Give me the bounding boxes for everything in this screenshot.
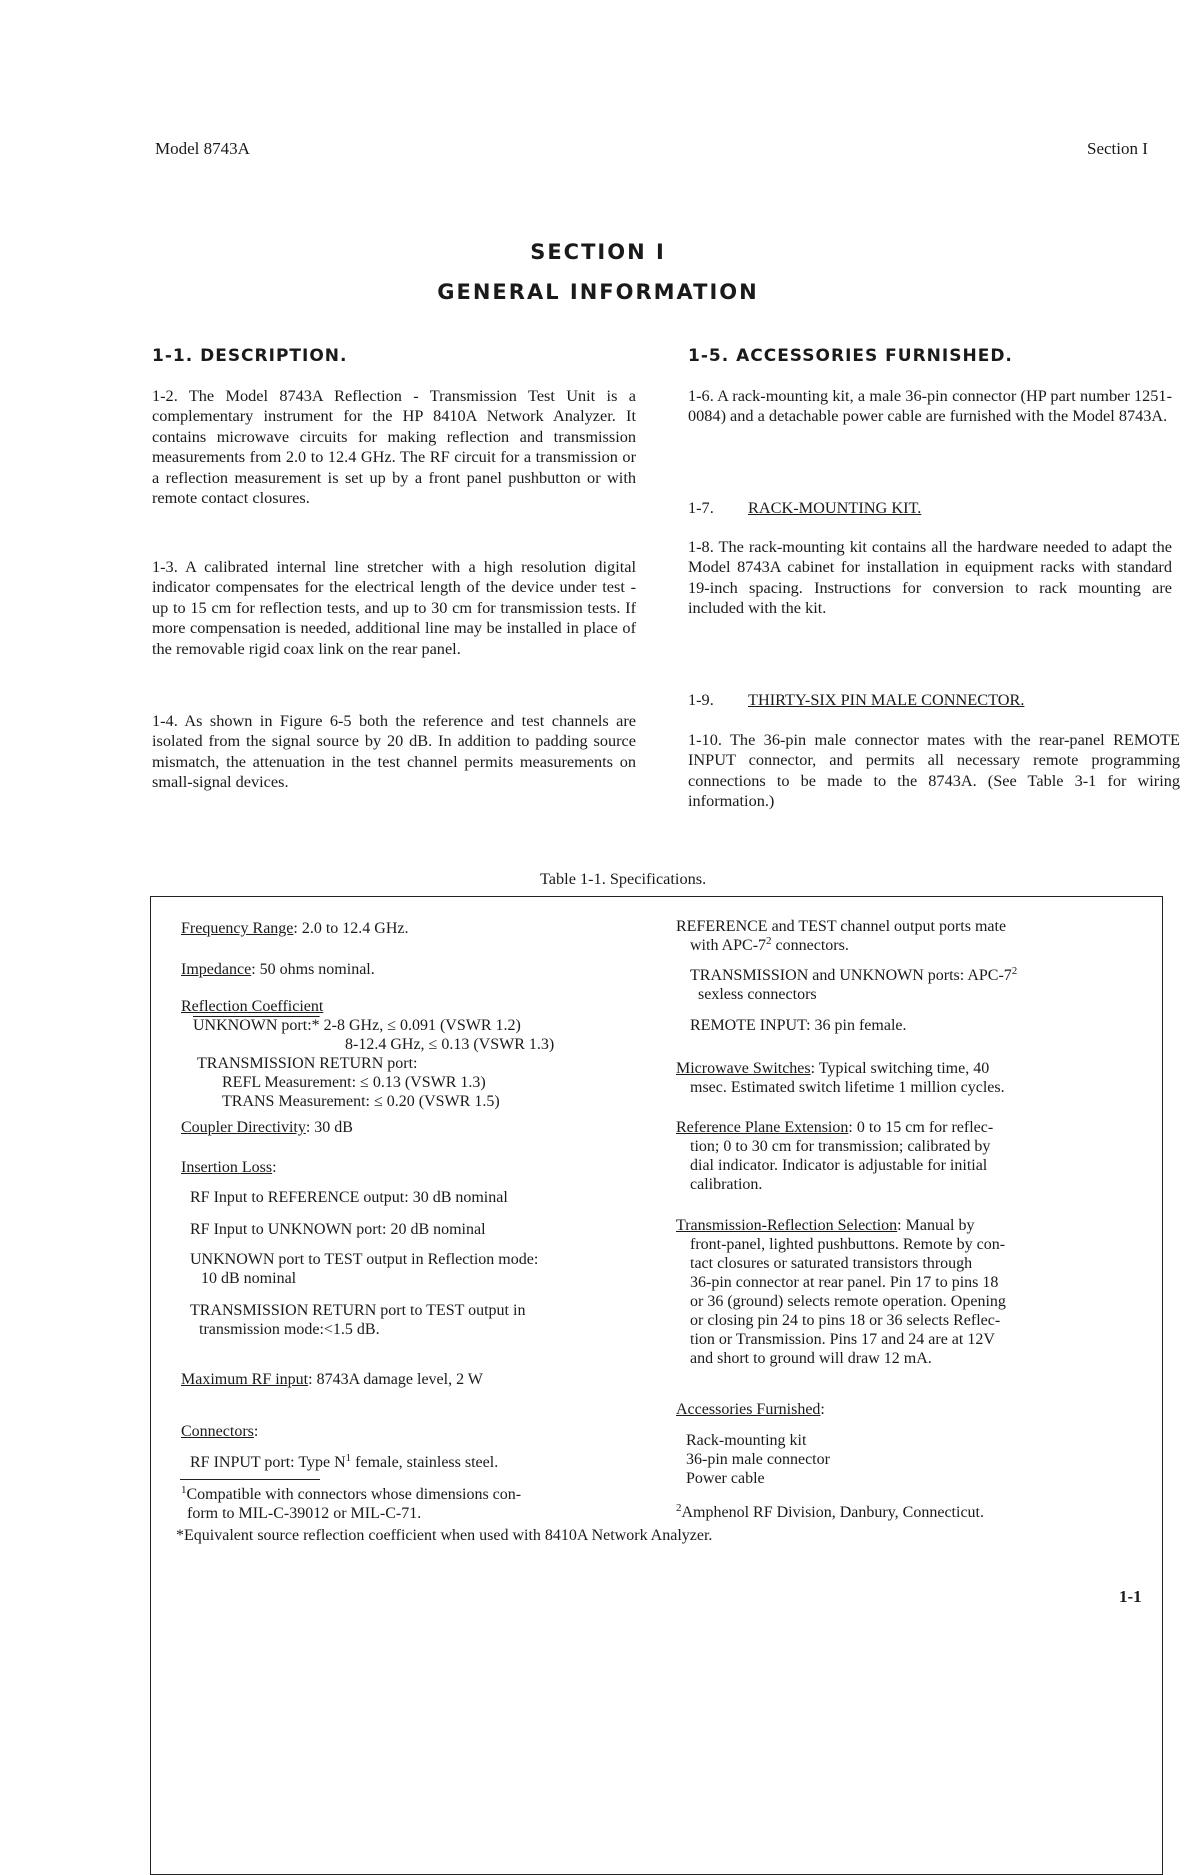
paragraph-1-8: 1-8. The rack-mounting kit contains all the hardware needed to adapt the Model 8743A cabinet for installation in equipment racks with standard 19-inch spacing. Instructions for conversion to rack mounting are included with the kit. xyxy=(688,537,1172,618)
paragraph-1-6: 1-6. A rack-mounting kit, a male 36-pin connector (HP part number 1251-0084) and a detachable power cable are furnished with the Model 8743A. xyxy=(688,386,1172,426)
table-caption: Table 1-1. Specifications. xyxy=(540,869,707,888)
insertion-loss-reflection-b: 10 dB nominal xyxy=(201,1270,297,1287)
reflection-transmission-return: TRANSMISSION RETURN port: xyxy=(197,1055,418,1072)
trans-measurement xyxy=(222,1092,500,1112)
trs-line-5: or closing pin 24 to pins 18 or 36 selects Reflec- xyxy=(690,1312,1001,1329)
insertion-loss-unknown: RF Input to UNKNOWN port: 20 dB nominal xyxy=(190,1221,486,1238)
spec-connectors xyxy=(181,1422,258,1442)
footnote-2-marker: 2 xyxy=(766,935,772,947)
spec-reference-plane xyxy=(676,1118,993,1138)
trs-label: Transmission-Reflection Selection xyxy=(676,1217,898,1234)
max-rf-label: Maximum RF input xyxy=(181,1371,309,1388)
spec-transmission-unknown-a xyxy=(690,966,1017,986)
refl-measurement-label: REFL Measurement: xyxy=(222,1074,357,1091)
refl-measurement xyxy=(222,1073,486,1093)
reflection-unknown-port-2: 8-12.4 GHz, ≤ 0.13 (VSWR 1.3) xyxy=(345,1036,555,1053)
spec-reference-test-ports-b xyxy=(690,936,849,956)
model-header: Model 8743A xyxy=(155,139,250,158)
trs-line-6: tion or Transmission. Pins 17 and 24 are at 12V xyxy=(690,1331,995,1348)
description-heading: 1-1. DESCRIPTION. xyxy=(152,346,348,366)
reference-plane-value-c: dial indicator. Indicator is adjustable for initial xyxy=(690,1157,988,1174)
spec-transmission-unknown-b: sexless connectors xyxy=(698,986,817,1003)
unknown-port-value-1: 2-8 GHz, ≤ 0.091 (VSWR 1.2) xyxy=(323,1017,521,1034)
microwave-switches-label: Microwave Switches xyxy=(676,1060,811,1077)
connectors-label: Connectors xyxy=(181,1423,254,1440)
footnote-1-marker: 1 xyxy=(345,1452,352,1464)
spec-maximum-rf-input xyxy=(181,1370,483,1390)
spec-coupler-directivity xyxy=(181,1118,353,1138)
footnote-2-number: 2 xyxy=(676,1502,682,1514)
refl-measurement-value: ≤ 0.13 (VSWR 1.3) xyxy=(360,1074,486,1091)
microwave-switches-value-a: : Typical switching time, 40 xyxy=(810,1060,990,1077)
spec-microwave-switches xyxy=(676,1059,989,1079)
paragraph-1-4: 1-4. As shown in Figure 6-5 both the reference and test channels are isolated from the signal source by 20 dB. In addition to padding source mismatch, the attenuation in the test channel permits measurements on small-signal devices. xyxy=(152,711,636,792)
footnote-1-text-b: form to MIL-C-39012 or MIL-C-71. xyxy=(187,1505,422,1522)
spec-accessories-furnished xyxy=(676,1400,825,1420)
microwave-switches-value-b: msec. Estimated switch lifetime 1 million cycles. xyxy=(690,1079,1005,1096)
insertion-loss-reference: RF Input to REFERENCE output: 30 dB nominal xyxy=(190,1189,508,1206)
frequency-value: : 2.0 to 12.4 GHz. xyxy=(293,920,409,937)
footnote-star: *Equivalent source reflection coefficient when used with 8410A Network Analyzer. xyxy=(176,1527,713,1544)
spec-reference-test-ports-a: REFERENCE and TEST channel output ports mate xyxy=(676,918,1007,935)
footnote-divider xyxy=(180,1479,320,1480)
insertion-loss-transmission-b: transmission mode:<1.5 dB. xyxy=(199,1321,380,1338)
insertion-loss-label: Insertion Loss xyxy=(181,1159,273,1176)
connector-rf-input xyxy=(190,1453,498,1473)
accessories-heading: 1-5. ACCESSORIES FURNISHED. xyxy=(688,346,1013,366)
accessory-item: Rack-mounting kit xyxy=(686,1432,807,1449)
unknown-port-label: UNKNOWN port:* xyxy=(193,1017,320,1034)
coupler-label: Coupler Directivity xyxy=(181,1119,306,1136)
reference-plane-value-a: : 0 to 15 cm for reflec- xyxy=(848,1119,994,1136)
rf-input-type: RF INPUT port: Type N xyxy=(190,1454,346,1471)
connectors-colon: : xyxy=(253,1423,259,1440)
accessories-colon: : xyxy=(820,1401,825,1418)
max-rf-value: : 8743A damage level, 2 W xyxy=(308,1371,483,1388)
footnote-1-number: 1 xyxy=(181,1484,187,1496)
impedance-value: : 50 ohms nominal. xyxy=(251,961,375,978)
trans-measurement-value: ≤ 0.20 (VSWR 1.5) xyxy=(373,1093,500,1110)
spec-transmission-reflection-selection xyxy=(676,1216,975,1236)
rf-input-material: female, stainless steel. xyxy=(351,1454,499,1471)
reflection-unknown-port xyxy=(193,1016,521,1036)
transmission-unknown-text: TRANSMISSION and UNKNOWN ports: APC-7 xyxy=(690,967,1012,984)
accessory-item: 36-pin male connector xyxy=(686,1451,830,1468)
insertion-loss-reflection-a: UNKNOWN port to TEST output in Reflection mode: xyxy=(190,1251,539,1268)
footnote-2 xyxy=(676,1503,984,1523)
trans-measurement-label: TRANS Measurement: xyxy=(222,1093,370,1110)
insertion-loss-colon: : xyxy=(272,1159,277,1176)
footnote-2-marker-b: 2 xyxy=(1011,965,1018,977)
trs-line-3: 36-pin connector at rear panel. Pin 17 to pins 18 xyxy=(690,1274,999,1291)
trs-line-2: tact closures or saturated transistors through xyxy=(690,1255,973,1272)
footnote-1-text-a: Compatible with connectors whose dimensions con- xyxy=(186,1486,522,1503)
trs-line-7: and short to ground will draw 12 mA. xyxy=(690,1350,932,1367)
spec-insertion-loss xyxy=(181,1158,277,1178)
reflection-coefficient-label: Reflection Coefficient xyxy=(181,998,324,1015)
coupler-value: : 30 dB xyxy=(305,1119,353,1136)
subheading-rack-mounting-kit: RACK-MOUNTING KIT. xyxy=(748,498,922,517)
paragraph-1-10: 1-10. The 36-pin male connector mates with the rear-panel REMOTE INPUT connector, and permits all necessary remote programming connections to be made to the 8743A. (See Table 3-1 for wiring information.) xyxy=(688,730,1180,811)
insertion-loss-transmission-a: TRANSMISSION RETURN port to TEST output in xyxy=(190,1302,526,1319)
spec-impedance xyxy=(181,960,375,980)
section-subtitle: GENERAL INFORMATION xyxy=(437,280,759,304)
footnote-1 xyxy=(181,1485,521,1505)
section-title: SECTION I xyxy=(530,240,666,264)
reference-plane-value-b: tion; 0 to 30 cm for transmission; calibrated by xyxy=(690,1138,991,1155)
spec-frequency-range xyxy=(181,919,409,939)
accessory-item: Power cable xyxy=(686,1470,765,1487)
spec-reflection-label xyxy=(181,997,323,1017)
trs-line-4: or 36 (ground) selects remote operation. Opening xyxy=(690,1293,1006,1310)
apc7-label: with APC-7 xyxy=(690,937,767,954)
section-header: Section I xyxy=(1087,139,1148,158)
paragraph-1-3: 1-3. A calibrated internal line stretcher with a high resolution digital indicator compensates for the electrical length of the device under test - up to 15 cm for reflection tests, and up to 30 cm for transmission tests. If more compensation is needed, additional line may be installed in place of the removable rigid coax link on the rear panel. xyxy=(152,557,636,658)
impedance-label: Impedance xyxy=(181,961,252,978)
frequency-label: Frequency Range xyxy=(181,920,294,937)
subheading-36-pin-connector: THIRTY-SIX PIN MALE CONNECTOR. xyxy=(748,690,1025,709)
footnote-2-text: Amphenol RF Division, Danbury, Connecticut. xyxy=(681,1504,984,1521)
trs-value-a: : Manual by xyxy=(897,1217,975,1234)
subheading-1-7-number: 1-7. xyxy=(688,498,714,517)
spec-remote-input: REMOTE INPUT: 36 pin female. xyxy=(690,1017,907,1034)
apc7-connectors: connectors. xyxy=(771,937,849,954)
accessories-label: Accessories Furnished xyxy=(676,1401,821,1418)
reference-plane-value-d: calibration. xyxy=(690,1176,763,1193)
reference-plane-label: Reference Plane Extension xyxy=(676,1119,849,1136)
trs-line-1: front-panel, lighted pushbuttons. Remote by con- xyxy=(690,1236,1006,1253)
page-number: 1-1 xyxy=(1119,1587,1142,1606)
subheading-1-9-number: 1-9. xyxy=(688,690,714,709)
paragraph-1-2: 1-2. The Model 8743A Reflection - Transmission Test Unit is a complementary instrument for the HP 8410A Network Analyzer. It contains microwave circuits for making reflection and transmission measurements from 2.0 to 12.4 GHz. The RF circuit for a transmission or a reflection measurement is set up by a front panel pushbutton or with remote contact closures. xyxy=(152,386,636,508)
